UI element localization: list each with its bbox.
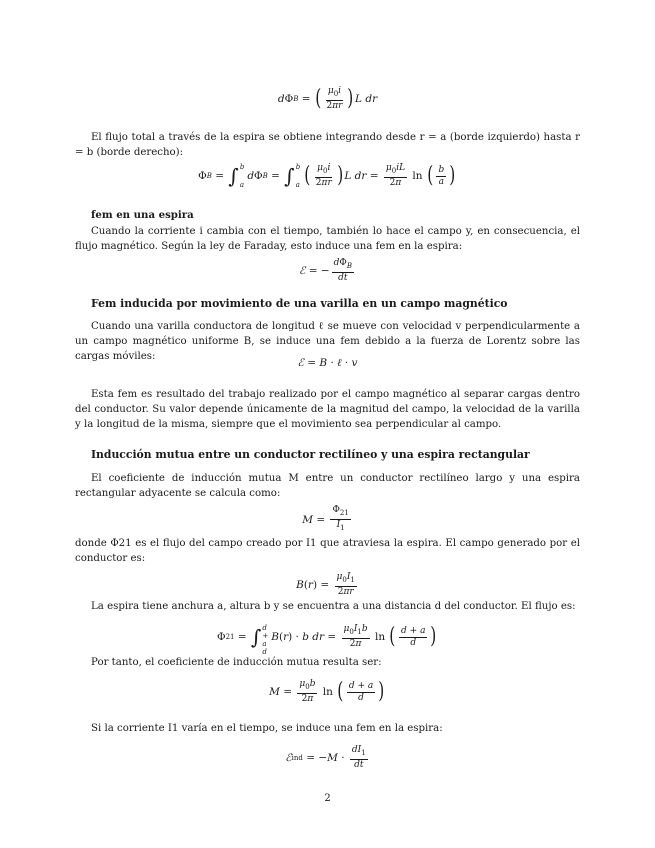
equation-lorentz: ℰ = B · ℓ · v bbox=[297, 357, 358, 369]
equation-m-result: M = $\frac{\mu_0b}{2\pi}$ ln ( $\frac{d + a}{d}$ ) bbox=[269, 679, 385, 704]
page-number: 2 bbox=[324, 793, 331, 804]
paragraph-resultado: Esta fem es resultado del trabajo realizado por el campo magnético al separar cargas dentro del conductor. Su valor depende únicamente de la magnitud del campo, la velocidad de la varilla y la longitud de la misma, siempre que el movimiento sea perpendicular al campo. bbox=[75, 389, 580, 430]
paragraph-donde: donde Φ21 es el flujo del campo creado por I1 que atraviesa la espira. El campo generado por el conductor es: bbox=[75, 538, 580, 564]
equation-phi21: Φ 21 = ∫ d + a d B ( r ) · b dr = $\frac{\mu_0I_1b}{2\pi}$ ln ( $\frac{d + a}{d}$ ) bbox=[216, 624, 437, 656]
heading-fem-espira: fem en una espira bbox=[91, 209, 194, 221]
paragraph-flujo-total: El flujo total a través de la espira se obtiene integrando desde r = a (borde izquierdo) hasta r = b (borde derecho): bbox=[75, 132, 580, 158]
paragraph-portanto: Por tanto, el coeficiente de inducción mutua resulta ser: bbox=[91, 657, 382, 668]
equation-fem-ind: ℰ ind = − M · $\frac{dI_1}{dt}$ bbox=[285, 745, 366, 770]
equation-dphi: d Φ B = ( $\frac{\mu_0i}{2\pi r}$ ) L dr bbox=[277, 86, 378, 111]
heading-varilla: Fem inducida por movimiento de una varilla en un campo magnético bbox=[91, 297, 508, 310]
paragraph-fem-espira: Cuando la corriente i cambia con el tiempo, también lo hace el campo y, en consecuencia, el flujo magnético. Según la ley de Faraday, esto induce una fem en la espira: bbox=[75, 226, 580, 252]
paragraph-coef: El coeficiente de inducción mutua M entre un conductor rectilíneo largo y una espira rectangular adyacente se calcula como: bbox=[75, 473, 580, 499]
equation-m-definition: M = $\frac{\Phi_{21}}{I_1}$ bbox=[302, 505, 349, 532]
equation-faraday: ℰ = − $\frac{d\Phi_B}{dt}$ bbox=[299, 258, 352, 283]
heading-mutua: Inducción mutua entre un conductor rectilíneo y una espira rectangular bbox=[91, 448, 530, 461]
equation-phi-integral: Φ B = ∫ b a d Φ B = ∫ b a ( $\frac{\mu_0i}{2\pi r}$ ) L dr = $\frac{\mu_0iL}{2\pi}$ ln ( $\frac{b}{a}$ ) bbox=[198, 163, 456, 189]
paragraph-varilla: Cuando una varilla conductora de longitud ℓ se mueve con velocidad v perpendicularmente a un campo magnético uniforme B, se induce una fem debido a la fuerza de Lorentz sobre las cargas móviles: bbox=[75, 321, 580, 362]
paragraph-anchura: La espira tiene anchura a, altura b y se encuentra a una distancia d del conductor. El flujo es: bbox=[91, 601, 576, 612]
equation-campo: B ( r ) = $\frac{\mu_0I_1}{2\pi r}$ bbox=[296, 572, 355, 597]
paragraph-varia: Si la corriente I1 varía en el tiempo, se induce una fem en la espira: bbox=[91, 723, 443, 734]
